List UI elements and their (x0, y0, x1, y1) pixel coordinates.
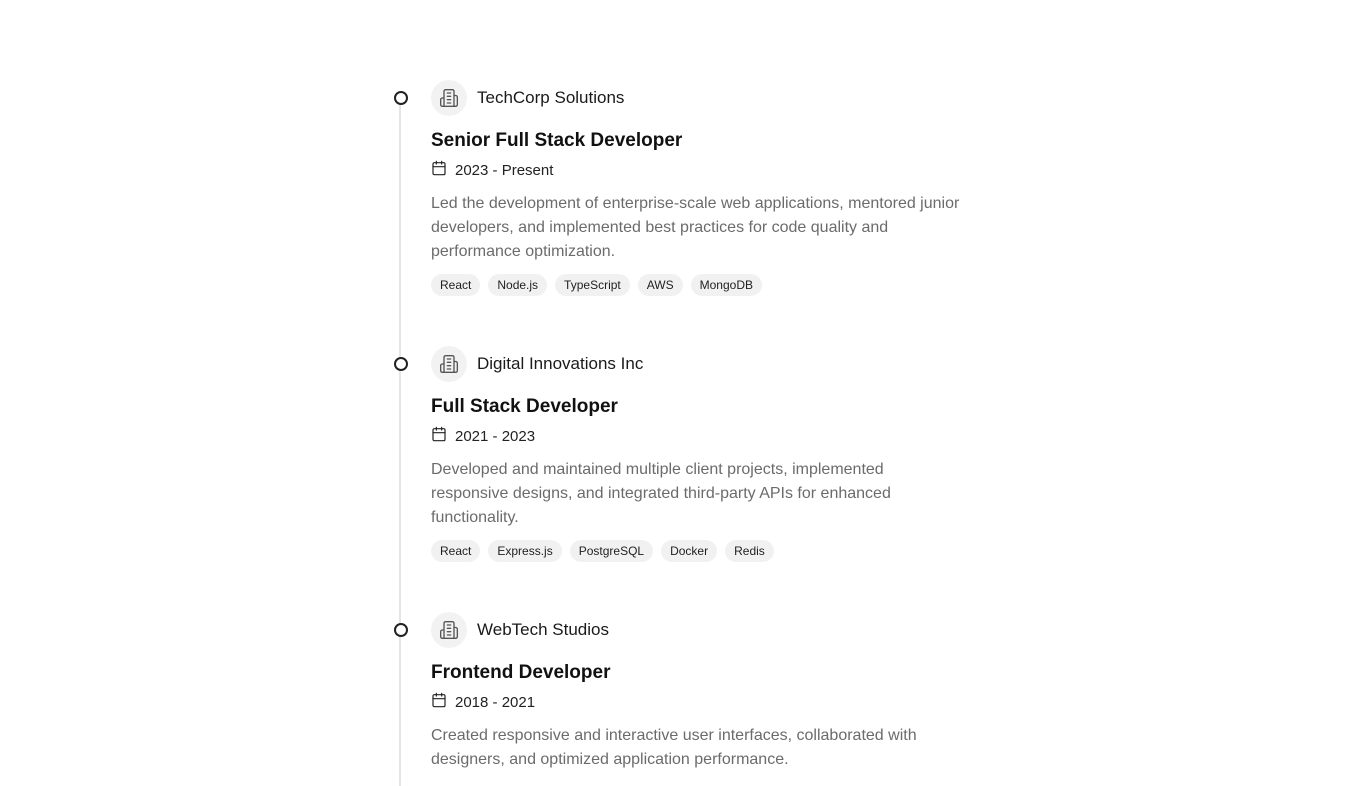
tech-tag: TypeScript (555, 274, 630, 296)
date-range: 2023 - Present (455, 161, 554, 179)
job-description: Led the development of enterprise-scale web applications, mentored junior developers, and implemented best practices for code quality and performance optimization. (431, 195, 960, 260)
timeline-rail (399, 94, 401, 360)
date-range: 2018 - 2021 (455, 693, 536, 711)
tech-tag: Redis (725, 540, 774, 562)
tech-tags (431, 540, 774, 562)
tech-tags (431, 274, 762, 296)
company-name: TechCorp Solutions (477, 88, 625, 107)
building-icon (431, 346, 467, 382)
company-row (431, 612, 609, 648)
timeline-dot (394, 357, 408, 371)
building-icon (431, 80, 467, 116)
timeline-rail (399, 360, 401, 626)
date-row (431, 160, 553, 180)
timeline-rail (399, 626, 401, 786)
tech-tag: React (431, 274, 480, 296)
tech-tag: Docker (661, 540, 717, 562)
calendar-icon (431, 426, 447, 447)
date-row (431, 426, 535, 446)
calendar-icon (431, 692, 447, 713)
tech-tag: MongoDB (691, 274, 762, 296)
timeline-dot (394, 91, 408, 105)
job-title: Frontend Developer (431, 662, 611, 683)
tech-tag: React (431, 540, 480, 562)
company-name: Digital Innovations Inc (477, 354, 644, 373)
date-row (431, 692, 535, 712)
tech-tag: AWS (638, 274, 683, 296)
job-title: Senior Full Stack Developer (431, 130, 683, 151)
tech-tag: Express.js (488, 540, 561, 562)
calendar-icon (431, 160, 447, 181)
company-name: WebTech Studios (477, 620, 609, 639)
job-description: Created responsive and interactive user interfaces, collaborated with designers, and optimized application performance. (431, 727, 917, 768)
company-row (431, 80, 624, 116)
job-title: Full Stack Developer (431, 396, 618, 417)
tech-tag: PostgreSQL (570, 540, 653, 562)
tech-tag: Node.js (488, 274, 547, 296)
company-row (431, 346, 643, 382)
job-description: Developed and maintained multiple client projects, implemented responsive designs, and integrated third-party APIs for enhanced functionality. (431, 461, 891, 526)
timeline-dot (394, 623, 408, 637)
building-icon (431, 612, 467, 648)
date-range: 2021 - 2023 (455, 427, 536, 445)
